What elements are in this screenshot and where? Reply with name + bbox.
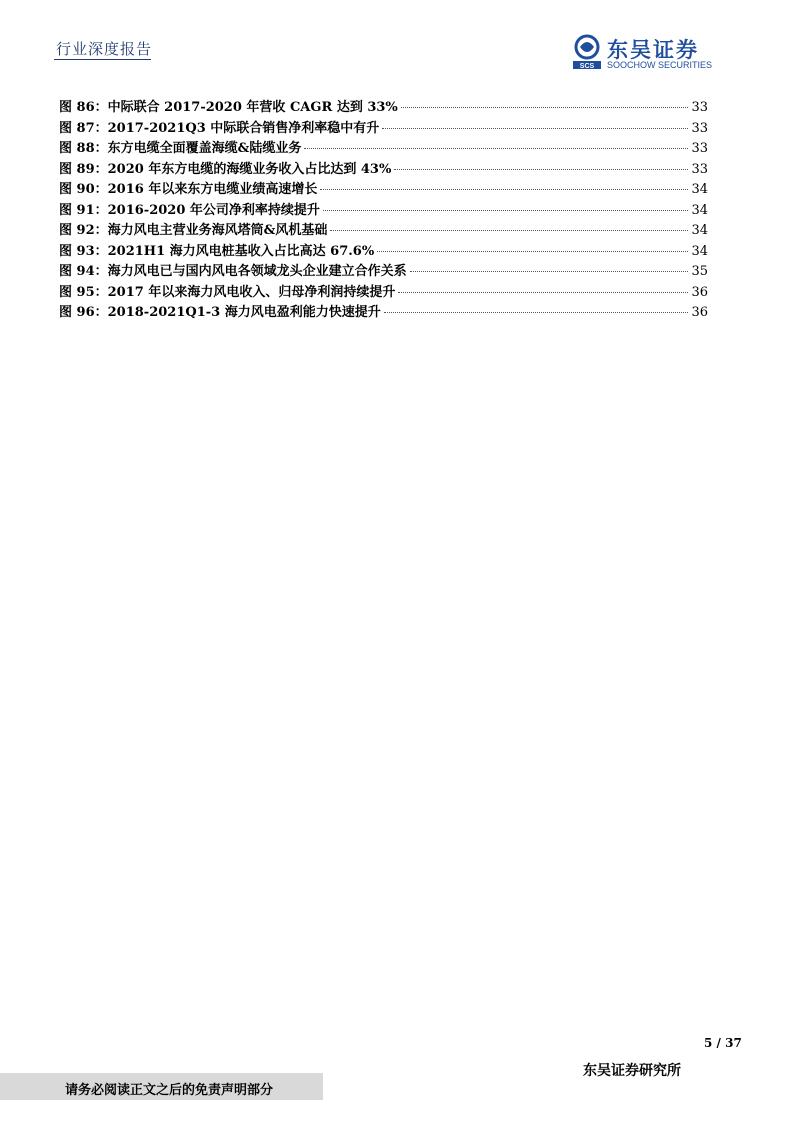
toc-leader-dots (384, 312, 689, 313)
toc-entry-page: 36 (691, 305, 708, 320)
toc-entry-page: 34 (691, 223, 708, 238)
toc-entry[interactable] (59, 240, 708, 261)
toc-leader-dots (410, 271, 689, 272)
toc-entry-page: 34 (691, 182, 708, 197)
page-number: 5 / 37 (704, 1036, 742, 1050)
toc-entry[interactable] (59, 260, 708, 281)
toc-entry-page: 33 (691, 161, 708, 177)
toc-entry-label: 图 90：2016 年以来东方电缆业绩高速增长 (59, 182, 318, 197)
disclaimer-note: 请务必阅读正文之后的免责声明部分 (65, 1083, 274, 1098)
toc-entry-label: 图 91：2016-2020 年公司净利率持续提升 (59, 202, 320, 218)
institute-name: 东吴证券研究所 (583, 1063, 681, 1079)
toc-entry-page: 34 (691, 202, 708, 218)
toc-entry-label: 图 87：2017-2021Q3 中际联合销售净利率稳中有升 (59, 120, 380, 136)
toc-entry[interactable] (59, 199, 708, 220)
toc-entry-page: 34 (691, 243, 708, 259)
logo-chinese-name: 东吴证券 (607, 38, 699, 62)
header-underline (54, 59, 151, 60)
svg-text:SCS: SCS (579, 63, 595, 70)
toc-entry[interactable] (59, 281, 708, 302)
toc-entry-label: 图 86：中际联合 2017-2020 年营收 CAGR 达到 33% (59, 100, 398, 115)
toc-entry[interactable] (59, 301, 708, 322)
company-logo (571, 33, 731, 73)
toc-entry[interactable] (59, 96, 708, 117)
toc-entry-label: 图 88：东方电缆全面覆盖海缆&陆缆业务 (59, 141, 302, 156)
toc-entry-page: 33 (691, 100, 708, 115)
toc-entry[interactable] (59, 158, 708, 179)
toc-entry-label: 图 93：2021H1 海力风电桩基收入占比高达 67.6% (59, 243, 375, 259)
report-type-title: 行业深度报告 (56, 40, 153, 58)
toc-leader-dots (382, 128, 688, 129)
toc-leader-dots (323, 210, 689, 211)
toc-leader-dots (401, 107, 689, 108)
toc-leader-dots (330, 230, 688, 231)
toc-leader-dots (304, 148, 688, 149)
toc-leader-dots (394, 169, 688, 170)
toc-entry-label: 图 96：2018-2021Q1-3 海力风电盈利能力快速提升 (59, 305, 381, 320)
toc-entry[interactable] (59, 219, 708, 240)
toc-entry-page: 33 (691, 141, 708, 156)
toc-entry-label: 图 92：海力风电主营业务海风塔筒&风机基础 (59, 223, 328, 238)
logo-english-name: SOOCHOW SECURITIES (607, 60, 713, 70)
scs-logo-icon (571, 34, 603, 70)
toc-entry-label: 图 94：海力风电已与国内风电各领域龙头企业建立合作关系 (59, 264, 407, 279)
toc-entry-label: 图 89：2020 年东方电缆的海缆业务收入占比达到 43% (59, 161, 392, 177)
toc-entry-label: 图 95：2017 年以来海力风电收入、归母净利润持续提升 (59, 284, 396, 300)
toc-entry-page: 36 (691, 284, 708, 300)
toc-leader-dots (377, 251, 688, 252)
toc-entry-page: 33 (691, 120, 708, 136)
toc-entry[interactable] (59, 178, 708, 199)
toc-leader-dots (320, 189, 688, 190)
toc-entry[interactable] (59, 137, 708, 158)
figure-list (59, 96, 708, 322)
toc-leader-dots (398, 292, 688, 293)
toc-entry-page: 35 (691, 264, 708, 279)
toc-entry[interactable] (59, 117, 708, 138)
